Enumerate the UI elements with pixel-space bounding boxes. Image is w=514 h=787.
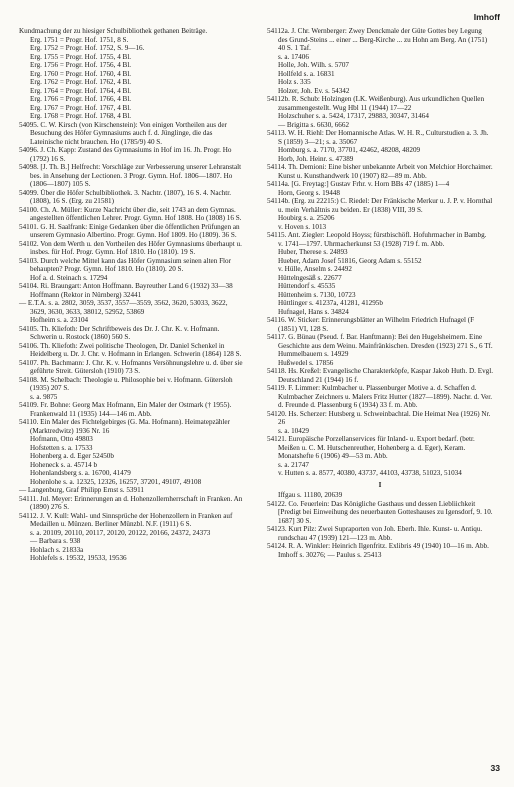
right-sub: s. a. 17406 [278, 52, 309, 61]
right-entry: 54120. Hs. Scherzer: Hutsberg u. Schweinbachtal. Die Heimat Nea (1926) Nr. 26 [267, 409, 491, 426]
right-entry: 54119. F. Limmer: Kulmbacher u. Plassenburger Motive a. d. Schaffen d. Kulmbacher Zeichners u. Malers Fritz Hutter (1827—1899). Nachr. d. Ver. d. Freunde d. Plassenburg 6 (1934) 33 f. m. Abb. [267, 384, 493, 409]
left-sub: Hohlefels s. 19532, 19533, 19536 [30, 554, 127, 562]
left-sub: Erg. 1766 = Progr. Hof. 1766, 4 Bl. [30, 95, 132, 103]
left-sub: Erg. 1768 = Progr. Hof. 1768, 4 Bl. [30, 112, 132, 120]
right-sub: v. Hoven s. 1013 [278, 222, 327, 231]
right-entry: 54114a. [G. Freytag:] Gustav Frhr. v. Horn BBs 47 (1885) 1—4 [267, 180, 450, 188]
left-entry: — E.T.A. s. a. 2802, 3059, 3537, 3557—3559, 3562, 3620, 53033, 3622, 3629, 3630, 3633, 38012, 52952, 53869 [19, 299, 228, 316]
left-sub: Erg. 1751 = Progr. Hof. 1751, 8 S. [30, 35, 129, 44]
left-sub: Hofheim s. a. 23104 [30, 316, 89, 324]
right-entry: 54114. Th. Demioni: Eine bisher unbekannte Arbeit von Melchior Horchaimer. Kunst u. Kunsthandwerk 10 (1907) 82—89 m. Abb. [267, 163, 493, 180]
left-sub: Hofmann, Otto 49803 [30, 435, 93, 443]
right-entry: 54116. W. Sticker: Erinnerungsblätter an Wilhelm Friedrich Hufnagel (F (1851) VI, 128 S. [267, 316, 475, 333]
right-sub: v. Hülle, Anselm s. 24492 [278, 265, 352, 273]
right-sub: Hufnagel, Hans s. 34824 [278, 307, 349, 316]
left-entry: 54096. J. Ch. Kapp: Zustand des Gymnasiums in Hof im 16. Jh. Progr. Ho (1792) 16 S. [19, 146, 232, 163]
right-sub: Hummelbauern s. 14929 [278, 350, 349, 358]
left-entry: 54106. Th. Kliefoth: Zwei politische Theologen, Dr. Daniel Schenkel in Heidelberg u. Dr. J. Chr. v. Hofmann in Erlangen. Schwerin (1864) 128 S. [19, 341, 242, 358]
right-column [267, 27, 493, 559]
left-entry: 54100. Ch. A. Müller: Kurze Nachricht über die, seit 1743 an dem Gymnas. angestellten öffentlichen Lehrer. Progr. Gymn. Hof 1808. Ho (1808) 16 S. [19, 205, 242, 222]
left-sub: Hohenlandsberg s. a. 16700, 41479 [30, 469, 131, 477]
left-entry: 54107. Ph. Bachmann: J. Chr. K. v. Hofmanns Versöhnungslehre u. d. über sie geführte Streit. Gütersloh (1910) 73 S. [19, 358, 243, 375]
left-entry: — Langenburg, Graf Philipp Ernst s. 53911 [19, 486, 144, 494]
left-sub: Erg. 1760 = Progr. Hof. 1760, 4 Bl. [30, 69, 132, 78]
left-sub: Erg. 1767 = Progr. Hof. 1767, 4 Bl. [30, 103, 132, 112]
right-entry: 54113. W. H. Riehl: Der Homannische Atlas. W. H. R., Culturstudien a. 3. Jh. S (1859) 3—21; s. a. 35067 [267, 129, 489, 146]
right-entry: 54124. R. A. Winkler: Heinrich Ilgenfritz. Exlibris 49 (1940) 10—16 m. Abb. [267, 542, 489, 550]
left-entry: 54112. J. V. Kull: Wahl- und Sinnsprüche der Hohenzollern in Franken auf Medaillen u. Münzen. Berliner Münzbl. N.F. (1911) 6 S. [19, 511, 233, 528]
right-entry: 54115. Ant. Ziegler: Leopold Hoyss; fürstbischöfl. Hofuhrmacher in Bambg. v. 1741—1797. Uhrmacherkunst 53 (1928) 719 f. m. Abb. [267, 231, 487, 248]
left-sub: — Barbara s. 938 [30, 537, 81, 545]
right-sub: Holzschuher s. a. 5424, 17317, 29883, 30347, 31464 [278, 112, 429, 120]
left-entry: 54105. Th. Kliefoth: Der Schriftbeweis des Dr. J. Chr. K. v. Hofmann. Schwerin u. Rostock (1860) 560 S. [19, 324, 220, 341]
left-sub: Hohenlohe s. a. 12325, 12326, 16257, 37201, 49107, 49108 [30, 477, 202, 486]
left-entry: Kundmachung der zu hiesiger Schulbibliothek gethanen Beiträge. [19, 27, 208, 35]
right-sub: Hüttelngesäß s. 22677 [278, 273, 342, 282]
right-entry: 54118. Hs. Kreßel: Evangelische Charakterköpfe, Kaspar Jakob Huth. D. Evgl. Deutschland 21 (1944) 16 f. [267, 367, 493, 384]
right-entry: 54112b. R. Schub: Holzingen (LK. Weißenburg). Aus urkundlichen Quellen zusammengestellt. Wug Hbl 11 (1944) 17—22 [267, 95, 485, 112]
left-sub: Hoheneck s. a. 45714 b [30, 460, 98, 469]
left-sub: Hoffmann (Rektor in Nürnberg) 32441 [30, 290, 142, 299]
left-entry: 54095. C. W. Kirsch (von Kirschenstein): Von einigen Vortheilen aus der Besuchung des Höfer Gymnasiums auch f. d. Jünglinge, die das Lateinische nicht brauchen. Ho (1785/9) 40 S. [19, 120, 227, 146]
left-sub: Erg. 1764 = Progr. Hof. 1764, 4 Bl. [30, 86, 132, 95]
right-sub: Holz s. 335 [278, 78, 311, 86]
right-sub: Hueber, Adam Josef 51816, Georg Adam s. 55152 [278, 256, 422, 265]
left-entry: 54099. Über die Höfer Schulbibliothek. 3. Nachtr. (1807), 16 S. 4. Nachtr. (1808), 16 S. (Erg. zu 21581) [19, 188, 231, 205]
right-sub: Houbirg s. a. 25206 [278, 214, 335, 222]
left-sub: Hohlach s. 21833a [30, 545, 84, 554]
left-sub: Erg. 1755 = Progr. Hof. 1755, 4 Bl. [30, 52, 132, 61]
right-entry: 54121. Europäische Porzellanservices für Inland- u. Export bedarf. (betr. Meißen u. C. M. Hutschenreuther, Hohenberg a. d. Eger), Keram. Monatshefte 6 (1906) 49—53 m. Abb. [267, 435, 475, 460]
left-entry: 54109. Fr. Bohne: Georg Max Hofmann, Ein Maler der Ostmark († 1955). Frankenwald 11 (1935) 144—146 m. Abb. [19, 401, 232, 418]
right-sub: Homburg s. a. 7170, 37701, 42462, 48208, 48209 [278, 146, 421, 154]
left-column [19, 27, 245, 563]
right-entry: 54122. Co. Feuerlein: Das Königliche Gasthaus und dessen Liebliichkeit [Predigt bei Einweihung des neuerbauten Gotteshauses zu Igensdorf, 9. 10. 1687] 30 S. [267, 499, 493, 525]
left-entry: 54101. G. H. Saalfrank: Einige Gedanken über die öffentlichen Prüfungen an unserem Gymnasio Albertino. Progr. Gymn. Hof 1809. Ho (1809). 36 S. [19, 222, 240, 239]
page-number: 33 [490, 763, 500, 773]
left-entry: 54108. M. Schelbach: Theologie u. Philosophie bei v. Hofmann. Gütersloh (1935) 207 S. [19, 375, 233, 392]
right-entry: 54112a. J. Chr. Wernberger: Zwey Denckmale der Güte Gottes bey Legung des Grund-Steins ... einer ... Berg-Kirche ... zu Hohn am Berg. An (1751) 40 S. 1 Taf. [267, 27, 488, 52]
left-entry: 54098. [J. Th. B.] Helfrecht: Vorschläge zur Verbesserung unserer Lehranstalt bes. in Ansehung der Lectionen. 3 Progr. Gymn. Hof. 1806—1807. Ho (1806—1807) 105 S. [19, 163, 242, 188]
right-sub: Imhoff s. 30276; — Paulus s. 25413 [278, 550, 382, 559]
right-sub: Holzer, Joh. Ev. s. 54342 [278, 86, 350, 95]
right-sub: Horb, Joh. Heinr. s. 47389 [278, 154, 354, 163]
left-sub: Erg. 1752 = Progr. Hof. 1752, S. 9—16. [30, 44, 145, 52]
right-sub: Holle, Joh. Wilh. s. 5707 [278, 61, 349, 69]
left-entry: 54104. Ri. Braungart: Anton Hoffmann. Bayreuther Land 6 (1932) 33—38 [19, 282, 233, 290]
left-sub: Hohenberg a. d. Eger 52450b [30, 452, 114, 460]
right-sub: Iffgau s. 11180, 20639 [278, 491, 343, 499]
right-sub: Hußwedel s. 17856 [278, 358, 334, 367]
right-sub: Horn, Georg s. 19448 [278, 188, 340, 197]
right-sub: Hüttenheim s. 7130, 10723 [278, 290, 356, 299]
section-letter: I [378, 480, 382, 489]
left-entry: 54102. Von dem Werth u. den Vortheilen des Höfer Gymnasiums überhaupt u. insbes. für Hof. Progr. Gymn. Hof 1810. Ho (1810). 19 S. [19, 239, 242, 256]
left-sub: Erg. 1756 = Progr. Hof. 1756, 4 Bl. [30, 61, 132, 69]
left-sub: Hofstetten s. a. 17533 [30, 443, 93, 452]
left-sub: s. a. 9875 [30, 392, 58, 401]
right-sub: Hüttlinger s. 41237a, 41281, 41295b [278, 299, 383, 307]
right-entry: 54114b. (Erg. zu 22215:) C. Riedel: Der Fränkische Merkur u. J. P. v. Hornthal u. mein Verhältnis zu beiden. Er (1838) VIII, 39 S. [267, 197, 493, 214]
right-sub: Hollfeld s. a. 16831 [278, 69, 335, 78]
left-sub: Hof a. d. Steinach s. 17294 [30, 273, 108, 282]
right-entry: 54117. G. Bünau (Pseud. f. Bar. Hanftmann): Bei den Hugelsheimern. Eine Geschichte aus dem Weinu. Mainfränkischen. Dresden (1923) 271 S., 6 Tf. [267, 333, 493, 350]
right-sub: Hüttendorf s. 45535 [278, 282, 336, 290]
right-sub: s. a. 21747 [278, 460, 309, 469]
right-entry: 54123. Kurt Pilz: Zwei Supraporten von Joh. Eberh. Ihle. Kunst- u. Antiqu. rundschau 47 (1939) 121—123 m. Abb. [267, 525, 483, 542]
right-sub: — Brigitta s. 6630, 6662 [278, 120, 350, 129]
running-head: Imhoff [473, 12, 500, 22]
left-sub: s. a. 20109, 20110, 20117, 20120, 20122, 20166, 24372, 24373 [30, 528, 211, 537]
right-sub: v. Hutten s. a. 8577, 40380, 43737, 44103, 43738, 51023, 51034 [278, 469, 462, 477]
right-sub: Huber, Therese s. 24893 [278, 248, 348, 256]
left-entry: 54110. Ein Maler des Fichtelgebirges (G. Ma. Hofmann). Heimatерzähler (Marktredwitz) 1936 Nr. 16 [19, 418, 230, 435]
left-sub: Erg. 1762 = Progr. Hof. 1762, 4 Bl. [30, 78, 132, 86]
left-entry: 54103. Durch welche Mittel kann das Höfer Gymnasium seinen alten Flor behaupten? Progr. Gymn. Hof 1810. Ho (1810). 20 S. [19, 256, 231, 273]
left-entry: 54111. Jul. Meyer: Erinnerungen an d. Hohenzollernherrschaft in Franken. An (1890) 276 S. [19, 494, 243, 511]
right-sub: s. a. 10429 [278, 426, 309, 435]
